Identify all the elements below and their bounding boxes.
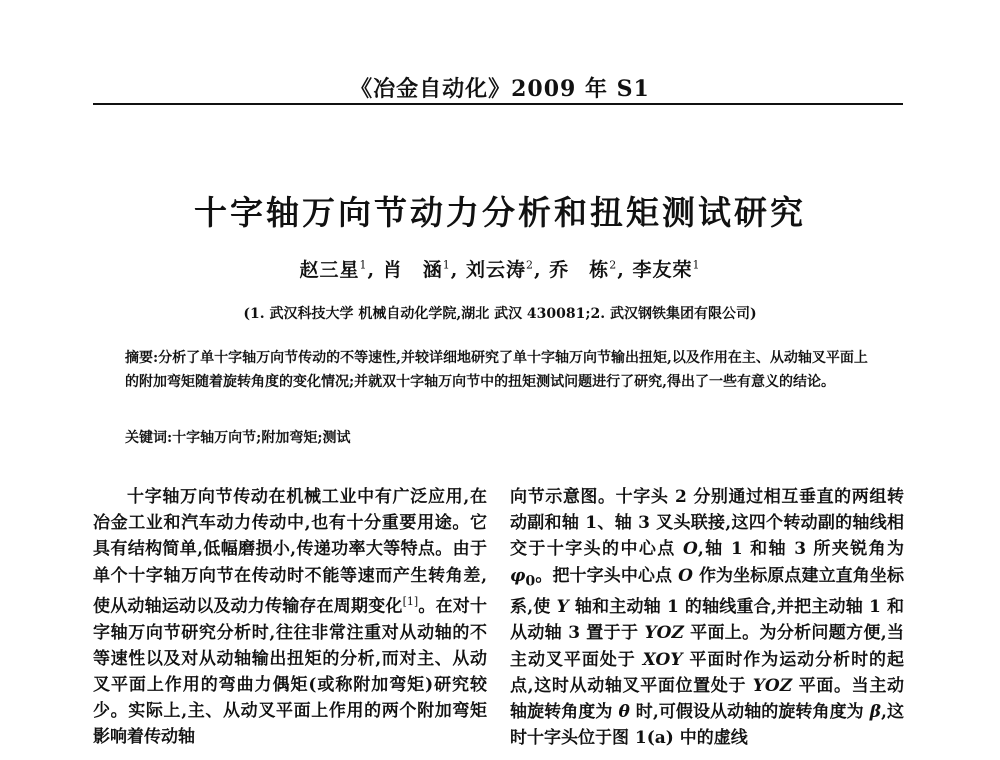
math-symbol: φ [510, 565, 526, 586]
author-affil-mark: 1 [692, 258, 701, 272]
author-separator: , [367, 259, 376, 281]
body-text: 十字轴万向节传动在机械工业中有广泛应用,在冶金工业和汽车动力传动中,也有十分重要用途。它具有结构简单,低幅磨损小,传递功率大等特点。由于单个十字轴万向节在传动时不能等速而产生转角差,使从动轴运动以及动力传输存在周期变化 [93, 487, 487, 617]
author-name: 李友荣 [632, 259, 693, 281]
author-list [0, 255, 1000, 282]
header-rule [93, 103, 903, 105]
keywords [125, 428, 880, 448]
body-text: 。把十字头中心点 [535, 565, 679, 586]
author-separator: , [534, 259, 542, 281]
author-name: 刘云涛 [465, 259, 526, 281]
author-affil-mark: 1 [442, 258, 451, 272]
math-symbol: O [678, 565, 693, 586]
math-symbol: Y [556, 597, 569, 618]
author-name: 赵三星 [299, 259, 360, 281]
math-symbol: XOY [642, 649, 683, 670]
body-text: ,这时十字头位于图 1(a) 中的虚线 [510, 702, 904, 749]
math-subscript: 0 [525, 573, 536, 589]
abstract-text: 分析了单十字轴万向节传动的不等速性,并较详细地研究了单十字轴万向节输出扭矩,以及作用在主、从动轴叉平面上的附加弯矩随着旋转角度的变化情况;并就双十字轴万向节中的扭矩测试问题进行了研究,得出了一些有意义的结论。 [125, 350, 868, 390]
author-name: 肖 涵 [382, 259, 443, 281]
author-name: 乔 栋 [549, 259, 610, 281]
body-text: 轴和主动轴 1 的轴线重合,并把主动轴 1 和从动轴 3 置于于 [510, 597, 905, 644]
body-column-left [93, 484, 487, 751]
body-text: 平面。当主动轴旋转角度为 [510, 675, 904, 723]
math-symbol: O [683, 539, 698, 560]
body-text: 平面上。为分析问题方便,当主动叉平面处于 [510, 623, 904, 670]
math-symbol: YOZ [644, 623, 684, 644]
affiliation: (1. 武汉科技大学 机械自动化学院,湖北 武汉 430081;2. 武汉钢铁集团有限公司) [243, 306, 757, 322]
author-affil-mark: 2 [526, 258, 534, 272]
math-symbol: YOZ [752, 675, 793, 696]
body-text: 作为坐标原点建立直角坐标系,使 [510, 565, 904, 618]
author-affil-mark: 1 [359, 258, 368, 272]
body-text: ,轴 1 和轴 3 所夹锐角为 [697, 539, 905, 560]
body-text: 时,可假设从动轴的旋转角度为 [629, 702, 870, 723]
paper-title: 十字轴万向节动力分析和扭矩测试研究 [194, 193, 806, 232]
math-symbol: β [869, 702, 881, 723]
author-separator: , [450, 259, 459, 281]
math-symbol: θ [618, 702, 630, 723]
abstract-label: 摘要: [125, 350, 159, 366]
journal-header: 《冶金自动化》2009 年 S1 [350, 76, 650, 102]
body-text: 平面时作为运动分析时的起点,这时从动轴叉平面位置处于 [510, 649, 905, 696]
author-separator: , [617, 259, 625, 281]
keywords-text: 十字轴万向节;附加弯矩;测试 [172, 430, 351, 446]
citation-ref: [1] [402, 594, 419, 608]
body-text: 。在对十字轴万向节研究分析时,往往非常注重对从动轴的不等速性以及对从动轴输出扭矩的分析,而对主、从动叉平面上作用的弯曲力偶矩(或称附加弯矩)研究较少。实际上,主、从动叉平面上作用的两个附加弯矩影响着传动轴 [93, 596, 488, 748]
keywords-label: 关键词: [125, 430, 173, 446]
body-text: 向节示意图。十字头 2 分别通过相互垂直的两组转动副和轴 1、轴 3 叉头联接,这四个转动副的轴线相交于十字头的中心点 [510, 487, 904, 560]
body-column-right [510, 484, 904, 751]
author-affil-mark: 2 [609, 258, 618, 272]
abstract [125, 346, 880, 394]
